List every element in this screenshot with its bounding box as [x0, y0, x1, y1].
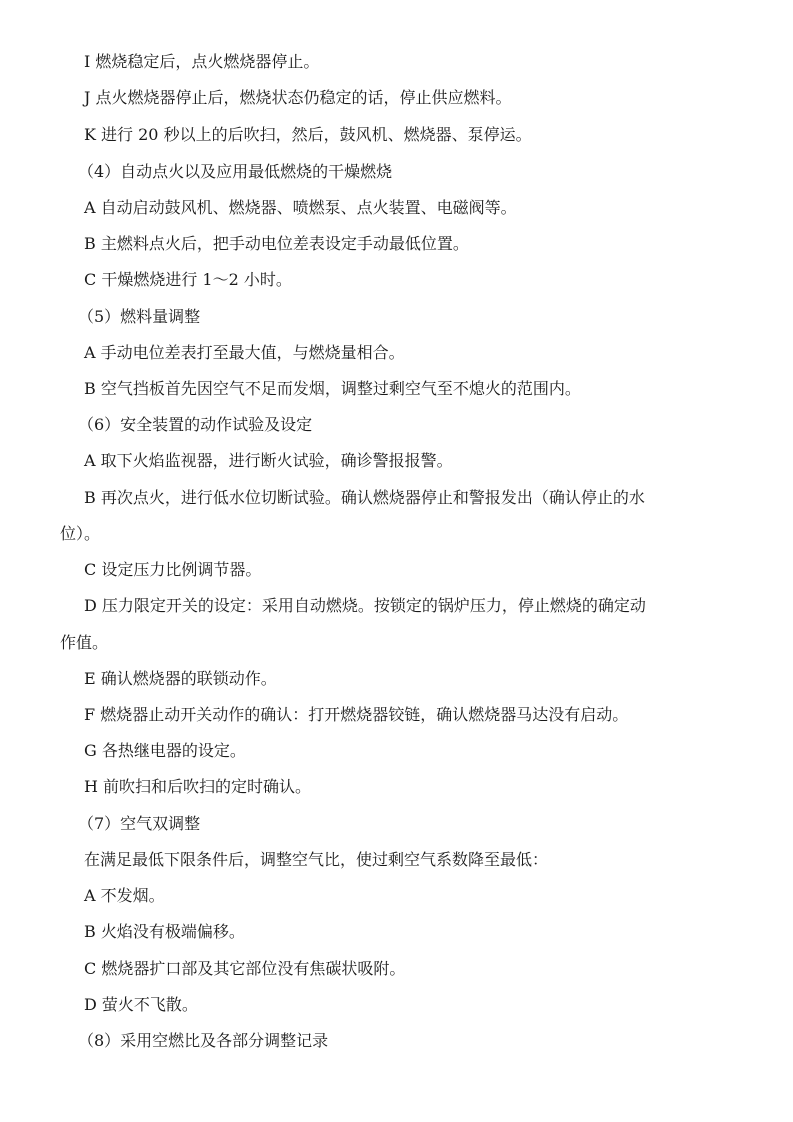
list-item-k: K 进行 20 秒以上的后吹扫，然后，鼓风机、燃烧器、泵停运。: [84, 125, 532, 144]
list-item-b-continuation: 位）。: [60, 524, 101, 543]
list-item-e: E 确认燃烧器的联锁动作。: [84, 669, 277, 688]
section-heading-5: （5）燃料量调整: [78, 307, 201, 326]
section-heading-6: （6）安全装置的动作试验及设定: [78, 415, 313, 434]
list-item-d-continuation: 作值。: [60, 633, 109, 652]
list-item-i: I 燃烧稳定后，点火燃烧器停止。: [84, 52, 320, 71]
list-item-g: G 各热继电器的设定。: [84, 741, 246, 760]
list-item-a: A 取下火焰监视器，进行断火试验，确诊警报报警。: [84, 451, 453, 470]
list-item-d: D 萤火不飞散。: [84, 995, 198, 1014]
list-item-b: B 火焰没有极端偏移。: [84, 922, 245, 941]
list-item-d: D 压力限定开关的设定：采用自动燃烧。按锁定的锅炉压力，停止燃烧的确定动: [84, 596, 646, 615]
list-item-f: F 燃烧器止动开关动作的确认：打开燃烧器铰链，确认燃烧器马达没有启动。: [84, 705, 629, 724]
list-item-b: B 主燃料点火后，把手动电位差表设定手动最低位置。: [84, 234, 469, 253]
list-item-j: J 点火燃烧器停止后，燃烧状态仍稳定的话，停止供应燃料。: [84, 88, 512, 107]
list-item-h: H 前吹扫和后吹扫的定时确认。: [84, 777, 312, 796]
section-heading-7: （7）空气双调整: [78, 814, 201, 833]
section-heading-8: （8）采用空燃比及各部分调整记录: [78, 1031, 329, 1050]
list-item-a: A 手动电位差表打至最大值，与燃烧量相合。: [84, 343, 405, 362]
list-item-c: C 燃烧器扩口部及其它部位没有焦碳状吸附。: [84, 959, 406, 978]
list-item-b: B 再次点火，进行低水位切断试验。确认燃烧器停止和警报发出（确认停止的水: [84, 488, 645, 507]
list-item-a: A 自动启动鼓风机、燃烧器、喷燃泵、点火装置、电磁阀等。: [84, 198, 517, 217]
list-item-a: A 不发烟。: [84, 886, 165, 905]
list-item-c: C 设定压力比例调节器。: [84, 560, 262, 579]
list-item-b: B 空气挡板首先因空气不足而发烟，调整过剩空气至不熄火的范围内。: [84, 379, 581, 398]
list-item-c: C 干燥燃烧进行 1～2 小时。: [84, 270, 292, 289]
section-heading-4: （4）自动点火以及应用最低燃烧的干燥燃烧: [78, 162, 393, 181]
paragraph-intro: 在满足最低下限条件后，调整空气比，使过剩空气系数降至最低：: [84, 850, 549, 869]
